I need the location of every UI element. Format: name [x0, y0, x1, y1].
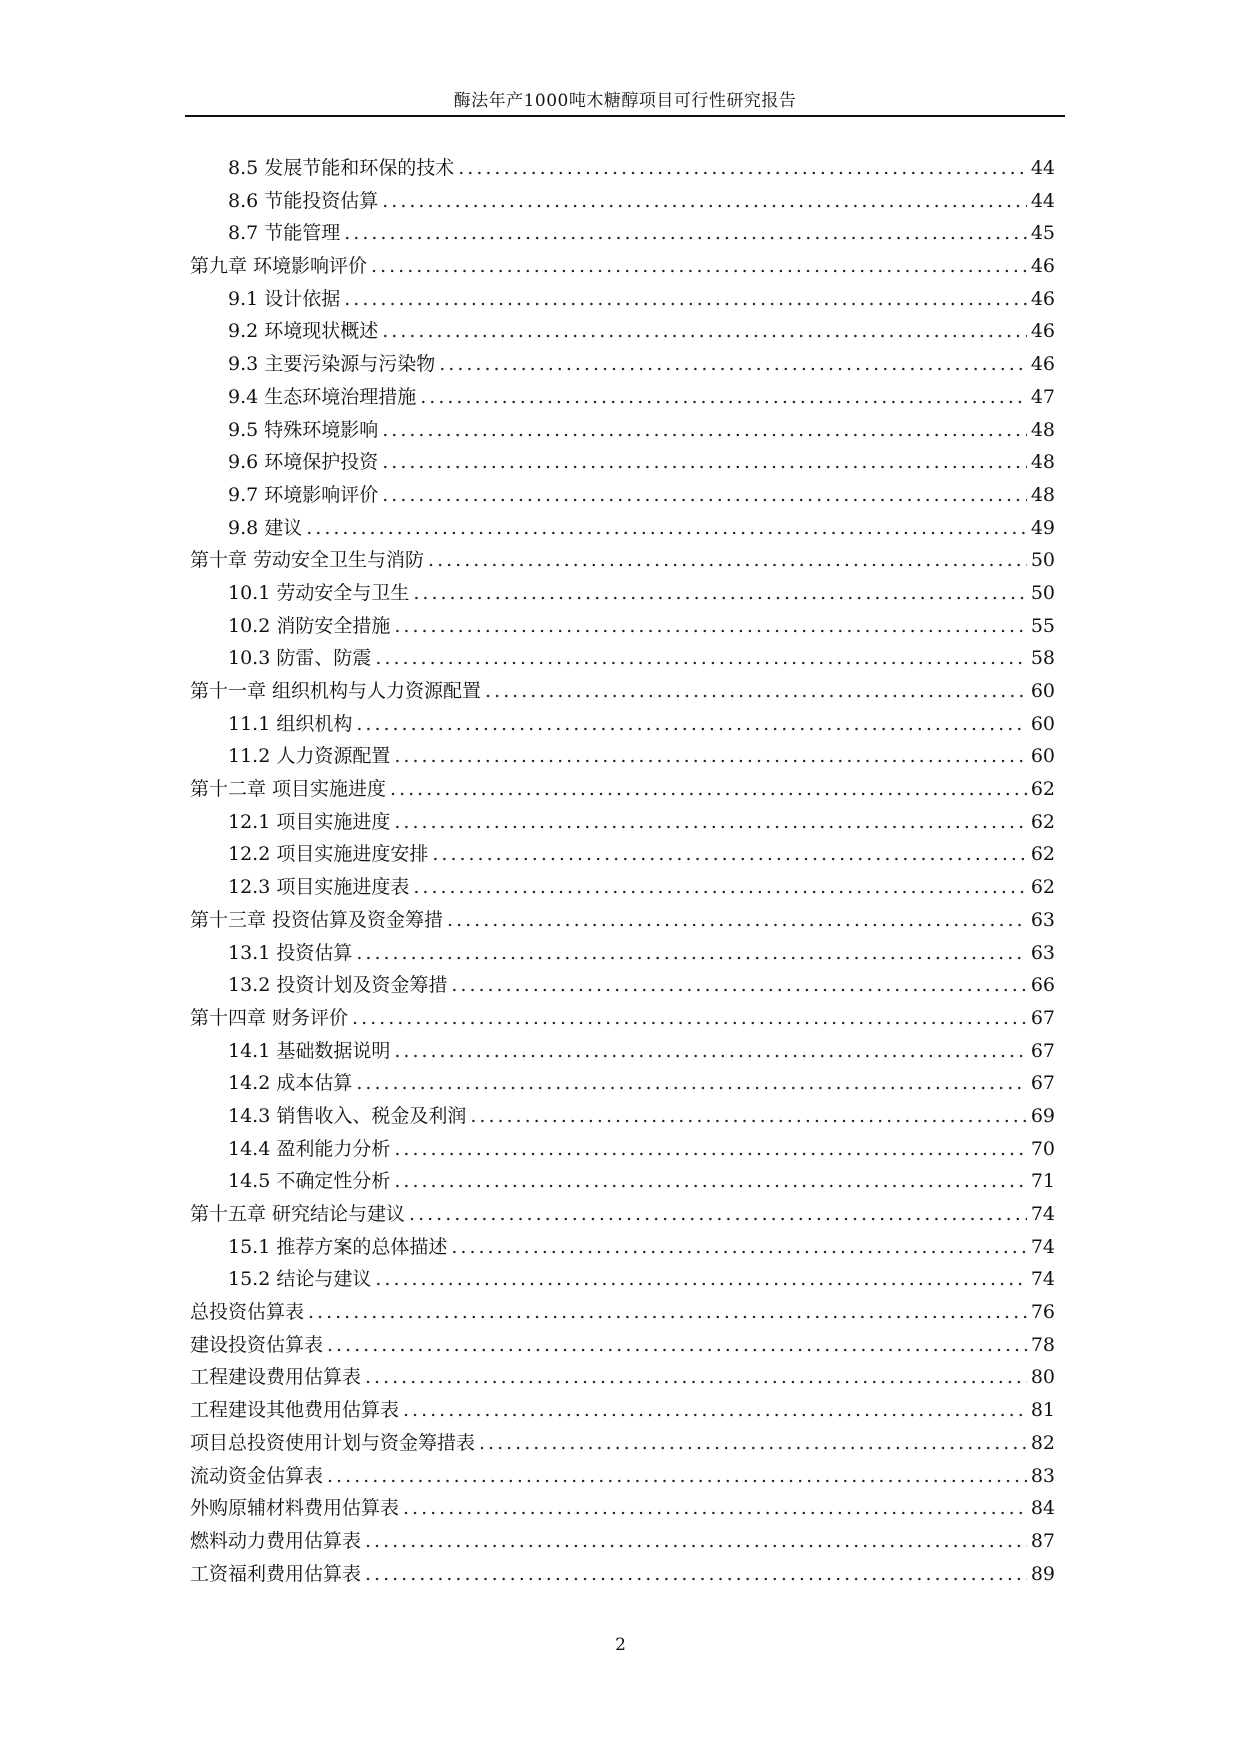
toc-entry-chapter[interactable]: [190, 905, 1055, 938]
toc-entry-title: 工程建设费用估算表: [190, 1366, 362, 1389]
toc-entry-title: 14.2 成本估算: [228, 1072, 353, 1095]
toc-entry-section[interactable]: [190, 480, 1055, 513]
toc-entry-title: 工程建设其他费用估算表: [190, 1399, 400, 1422]
toc-dot-leader: [451, 1236, 1026, 1258]
toc-entry-page: 44: [1030, 189, 1055, 212]
toc-entry-section[interactable]: [190, 709, 1055, 742]
toc-entry-page: 67: [1030, 1006, 1055, 1029]
toc-entry-section[interactable]: [190, 578, 1055, 611]
toc-entry-chapter[interactable]: [190, 1395, 1055, 1428]
toc-entry-title: 10.2 消防安全措施: [228, 614, 391, 637]
toc-entry-chapter[interactable]: [190, 676, 1055, 709]
toc-entry-title: 14.1 基础数据说明: [228, 1039, 391, 1062]
toc-entry-title: 15.2 结论与建议: [228, 1268, 372, 1291]
toc-entry-title: 13.2 投资计划及资金筹措: [228, 974, 448, 997]
toc-entry-section[interactable]: [190, 611, 1055, 644]
toc-entry-page: 46: [1030, 255, 1055, 278]
toc-dot-leader: [413, 582, 1026, 604]
toc-dot-leader: [447, 909, 1027, 931]
toc-entry-title: 11.2 人力资源配置: [228, 745, 391, 768]
toc-entry-section[interactable]: [190, 1101, 1055, 1134]
toc-entry-section[interactable]: [190, 349, 1055, 382]
toc-entry-title: 13.1 投资估算: [228, 941, 353, 964]
toc-dot-leader: [375, 647, 1026, 669]
toc-entry-page: 60: [1030, 712, 1055, 735]
toc-entry-page: 62: [1030, 810, 1055, 833]
toc-entry-chapter[interactable]: [190, 1526, 1055, 1559]
toc-dot-leader: [356, 942, 1026, 964]
toc-dot-leader: [365, 1366, 1027, 1388]
toc-entry-section[interactable]: [190, 807, 1055, 840]
toc-entry-title: 10.3 防雷、防震: [228, 647, 372, 670]
toc-entry-page: 48: [1030, 418, 1055, 441]
toc-entry-title: 第十三章 投资估算及资金筹措: [190, 908, 444, 931]
toc-dot-leader: [470, 1105, 1026, 1127]
toc-dot-leader: [428, 549, 1027, 571]
toc-entry-page: 82: [1030, 1431, 1055, 1454]
toc-entry-title: 9.4 生态环境治理措施: [228, 385, 417, 408]
toc-entry-page: 74: [1030, 1268, 1055, 1291]
header-divider: [185, 115, 1065, 117]
toc-entry-title: 外购原辅材料费用估算表: [190, 1497, 400, 1520]
toc-entry-title: 第十四章 财务评价: [190, 1006, 349, 1029]
toc-entry-title: 12.1 项目实施进度: [228, 810, 391, 833]
toc-entry-page: 87: [1030, 1529, 1055, 1552]
toc-entry-page: 84: [1030, 1497, 1055, 1520]
toc-entry-chapter[interactable]: [190, 1199, 1055, 1232]
toc-entry-page: 83: [1030, 1464, 1055, 1487]
toc-dot-leader: [365, 1563, 1027, 1585]
toc-entry-title: 建设投资估算表: [190, 1333, 324, 1356]
toc-entry-page: 46: [1030, 320, 1055, 343]
toc-entry-title: 总投资估算表: [190, 1301, 305, 1324]
toc-entry-page: 67: [1030, 1072, 1055, 1095]
toc-entry-section[interactable]: [190, 316, 1055, 349]
toc-entry-title: 8.5 发展节能和环保的技术: [228, 157, 455, 179]
toc-entry-section[interactable]: [190, 741, 1055, 774]
toc-dot-leader: [327, 1465, 1027, 1487]
toc-entry-section[interactable]: [190, 513, 1055, 546]
toc-dot-leader: [382, 190, 1027, 212]
toc-entry-section[interactable]: [190, 938, 1055, 971]
toc-entry-page: 62: [1030, 843, 1055, 866]
toc-entry-title: 10.1 劳动安全与卫生: [228, 581, 410, 604]
toc-entry-page: 45: [1030, 222, 1055, 245]
toc-dot-leader: [371, 255, 1027, 277]
toc-entry-page: 63: [1030, 908, 1055, 931]
toc-dot-leader: [403, 1497, 1027, 1519]
toc-entry-page: 67: [1030, 1039, 1055, 1062]
toc-entry-chapter[interactable]: [190, 545, 1055, 578]
toc-dot-leader: [327, 1334, 1027, 1356]
toc-dot-leader: [375, 1268, 1026, 1290]
toc-entry-title: 9.7 环境影响评价: [228, 483, 379, 506]
toc-dot-leader: [382, 484, 1027, 506]
toc-dot-leader: [394, 745, 1026, 767]
toc-entry-section[interactable]: [190, 382, 1055, 415]
toc-dot-leader: [356, 1072, 1026, 1094]
toc-entry-section[interactable]: [190, 1134, 1055, 1167]
toc-entry-section[interactable]: [190, 839, 1055, 872]
toc-entry-title: 11.1 组织机构: [228, 712, 353, 735]
toc-entry-title: 9.2 环境现状概述: [228, 320, 379, 343]
toc-entry-page: 69: [1030, 1104, 1055, 1127]
toc-entry-title: 14.5 不确定性分析: [228, 1170, 391, 1193]
toc-dot-leader: [390, 778, 1027, 800]
toc-entry-title: 9.1 设计依据: [228, 287, 341, 310]
toc-entry-page: 48: [1030, 483, 1055, 506]
toc-entry-page: 63: [1030, 941, 1055, 964]
toc-entry-page: 47: [1030, 385, 1055, 408]
toc-entry-page: 48: [1030, 451, 1055, 474]
toc-entry-page: 89: [1030, 1562, 1055, 1585]
toc-dot-leader: [356, 713, 1026, 735]
table-of-contents: [190, 153, 1055, 1591]
toc-entry-chapter[interactable]: [190, 1461, 1055, 1494]
toc-entry-title: 12.2 项目实施进度安排: [228, 843, 429, 866]
toc-entry-page: 50: [1030, 549, 1055, 572]
toc-entry-section[interactable]: [190, 1068, 1055, 1101]
toc-entry-chapter[interactable]: [190, 1297, 1055, 1330]
toc-entry-title: 第十二章 项目实施进度: [190, 778, 387, 801]
toc-entry-page: 80: [1030, 1366, 1055, 1389]
toc-dot-leader: [365, 1530, 1027, 1552]
toc-entry-title: 8.7 节能管理: [228, 222, 341, 245]
toc-dot-leader: [352, 1007, 1027, 1029]
toc-entry-chapter[interactable]: [190, 1330, 1055, 1363]
toc-entry-section[interactable]: [190, 1264, 1055, 1297]
toc-dot-leader: [394, 1138, 1026, 1160]
running-header-title: 酶法年产1000吨木糖醇项目可行性研究报告: [453, 91, 797, 111]
toc-entry-section[interactable]: [190, 186, 1055, 219]
toc-entry-title: 9.8 建议: [228, 516, 303, 539]
toc-entry-chapter[interactable]: [190, 1493, 1055, 1526]
toc-dot-leader: [485, 680, 1027, 702]
toc-entry-chapter[interactable]: [190, 774, 1055, 807]
toc-entry-page: 55: [1030, 614, 1055, 637]
toc-entry-title: 项目总投资使用计划与资金筹措表: [190, 1431, 476, 1454]
toc-entry-section[interactable]: [190, 284, 1055, 317]
toc-entry-title: 第十章 劳动安全卫生与消防: [190, 549, 425, 572]
toc-dot-leader: [382, 320, 1027, 342]
toc-entry-section[interactable]: [190, 415, 1055, 448]
toc-entry-page: 76: [1030, 1301, 1055, 1324]
toc-dot-leader: [432, 843, 1026, 865]
toc-entry-title: 燃料动力费用估算表: [190, 1529, 362, 1552]
toc-entry-page: 50: [1030, 581, 1055, 604]
toc-entry-title: 第十五章 研究结论与建议: [190, 1203, 406, 1225]
toc-entry-page: 81: [1030, 1399, 1055, 1422]
toc-dot-leader: [458, 157, 1027, 179]
toc-entry-section[interactable]: [190, 643, 1055, 676]
toc-entry-page: 71: [1030, 1170, 1055, 1193]
toc-dot-leader: [394, 1170, 1026, 1192]
toc-entry-title: 8.6 节能投资估算: [228, 189, 379, 212]
toc-entry-title: 9.3 主要污染源与污染物: [228, 353, 436, 376]
toc-dot-leader: [344, 222, 1027, 244]
toc-entry-page: 49: [1030, 516, 1055, 539]
toc-entry-section[interactable]: [190, 1232, 1055, 1265]
toc-entry-title: 第九章 环境影响评价: [190, 255, 368, 278]
toc-dot-leader: [403, 1399, 1027, 1421]
toc-entry-page: 44: [1030, 157, 1055, 179]
toc-dot-leader: [394, 615, 1026, 637]
toc-dot-leader: [451, 974, 1026, 996]
toc-entry-section[interactable]: [190, 1036, 1055, 1069]
page-number: 2: [615, 1635, 626, 1655]
toc-entry-section[interactable]: [190, 153, 1055, 186]
toc-entry-title: 12.3 项目实施进度表: [228, 876, 410, 899]
toc-entry-section[interactable]: [190, 447, 1055, 480]
toc-dot-leader: [479, 1432, 1027, 1454]
toc-dot-leader: [382, 451, 1027, 473]
toc-dot-leader: [344, 288, 1027, 310]
toc-entry-title: 9.5 特殊环境影响: [228, 418, 379, 441]
toc-entry-title: 第十一章 组织机构与人力资源配置: [190, 680, 482, 702]
toc-entry-title: 工资福利费用估算表: [190, 1562, 362, 1585]
toc-entry-chapter[interactable]: [190, 1362, 1055, 1395]
toc-entry-page: 58: [1030, 647, 1055, 670]
toc-entry-chapter[interactable]: [190, 1559, 1055, 1592]
toc-entry-section[interactable]: [190, 970, 1055, 1003]
toc-dot-leader: [420, 386, 1027, 408]
toc-entry-page: 74: [1030, 1203, 1055, 1225]
toc-entry-page: 74: [1030, 1235, 1055, 1258]
toc-entry-page: 62: [1030, 778, 1055, 801]
toc-dot-leader: [394, 1040, 1026, 1062]
toc-entry-page: 46: [1030, 353, 1055, 376]
toc-entry-page: 78: [1030, 1333, 1055, 1356]
toc-entry-page: 60: [1030, 745, 1055, 768]
toc-entry-page: 70: [1030, 1137, 1055, 1160]
toc-dot-leader: [409, 1203, 1027, 1225]
toc-entry-section[interactable]: [190, 872, 1055, 905]
toc-entry-chapter[interactable]: [190, 251, 1055, 284]
toc-dot-leader: [382, 419, 1027, 441]
toc-dot-leader: [413, 876, 1026, 898]
toc-dot-leader: [306, 517, 1027, 539]
toc-dot-leader: [439, 353, 1027, 375]
toc-entry-section[interactable]: [190, 218, 1055, 251]
toc-entry-title: 9.6 环境保护投资: [228, 451, 379, 474]
toc-dot-leader: [394, 811, 1026, 833]
toc-entry-title: 15.1 推荐方案的总体描述: [228, 1235, 448, 1258]
toc-entry-chapter[interactable]: [190, 1428, 1055, 1461]
toc-entry-chapter[interactable]: [190, 1003, 1055, 1036]
toc-entry-page: 66: [1030, 974, 1055, 997]
toc-entry-page: 60: [1030, 680, 1055, 702]
toc-entry-title: 14.3 销售收入、税金及利润: [228, 1104, 467, 1127]
toc-dot-leader: [308, 1301, 1027, 1323]
toc-entry-page: 46: [1030, 287, 1055, 310]
toc-entry-title: 14.4 盈利能力分析: [228, 1137, 391, 1160]
toc-entry-title: 流动资金估算表: [190, 1464, 324, 1487]
toc-entry-page: 62: [1030, 876, 1055, 899]
toc-entry-section[interactable]: [190, 1166, 1055, 1199]
